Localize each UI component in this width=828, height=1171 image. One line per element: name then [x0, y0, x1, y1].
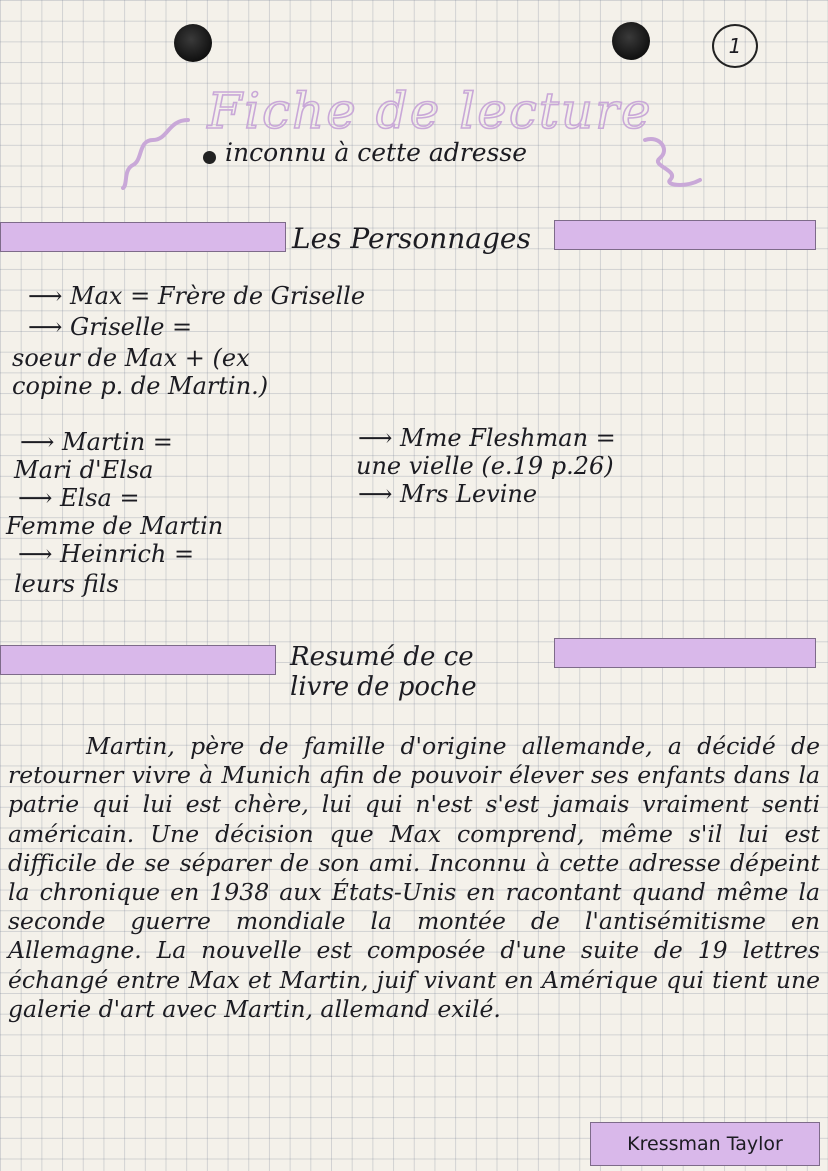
- section-bar-right: [554, 220, 816, 250]
- character-line: soeur de Max + (ex: [12, 344, 250, 372]
- character-line: Femme de Martin: [6, 512, 224, 540]
- section-bar-left: [0, 222, 286, 252]
- characters-heading: Les Personnages: [292, 222, 531, 255]
- book-title: inconnu à cette adresse: [225, 138, 527, 167]
- character-line: ⟶ Martin =: [20, 428, 173, 456]
- character-line: ⟶ Heinrich =: [18, 540, 195, 568]
- binder-hole-left: [174, 24, 212, 62]
- character-line: ⟶ Elsa =: [18, 484, 140, 512]
- character-line: ⟶ Max = Frère de Griselle: [28, 282, 366, 310]
- squiggle-left-decoration: [118, 110, 198, 190]
- character-line: Mari d'Elsa: [14, 456, 154, 484]
- binder-hole-right: [612, 22, 650, 60]
- section-bar-left: [0, 645, 276, 675]
- character-line: ⟶ Mme Fleshman =: [358, 424, 616, 452]
- character-line: une vielle (e.19 p.26): [356, 452, 614, 480]
- character-line: ⟶ Mrs Levine: [358, 480, 538, 508]
- page-title: Fiche de lecture: [207, 82, 653, 140]
- summary-text: Martin, père de famille d'origine allemande, a décidé de retourner vivre à Munich afin de pouvoir élever ses enfants dans la patrie qui lui est chère, lui qui n'est s'est jamais vraiment senti américain. Une décision que Max comprend, même s'il lui est difficile de se séparer de son ami. Inconnu à cette adresse dépeint la chronique en 1938 aux États-Unis en racontant quand même la seconde guerre mondiale la montée de l'antisémitisme en Allemagne. La nouvelle est composée d'une suite de 19 lettres échangé entre Max et Martin, juif vivant en Amérique qui tient une galerie d'art avec Martin, allemand exilé.: [8, 732, 820, 1023]
- character-line: copine p. de Martin.): [12, 372, 269, 400]
- summary-heading: livre de poche: [290, 672, 477, 702]
- section-bar-right: [554, 638, 816, 668]
- bullet-icon: [203, 151, 216, 164]
- author-label: Kressman Taylor: [590, 1122, 820, 1166]
- character-line: ⟶ Griselle =: [28, 313, 193, 341]
- character-line: leurs fils: [14, 570, 119, 598]
- page-number: 1: [712, 24, 758, 68]
- summary-heading: Resumé de ce: [290, 642, 474, 672]
